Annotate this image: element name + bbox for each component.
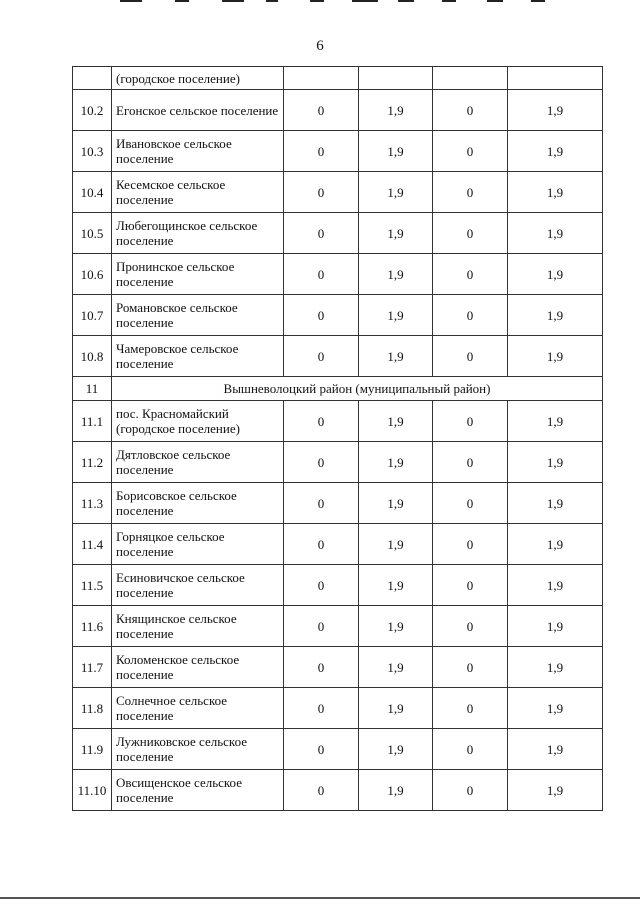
value-col-1: 0 [284,401,359,442]
value-col-1: 0 [284,254,359,295]
value-col-3: 0 [433,524,508,565]
value-col-2: 1,9 [359,336,433,377]
value-col-2: 1,9 [359,770,433,811]
value-col-2: 1,9 [359,606,433,647]
table-row [73,213,603,254]
value-col-4: 1,9 [508,131,603,172]
value-col-3: 0 [433,295,508,336]
settlement-name: Солнечное сельское поселение [112,688,284,729]
value-col-4: 1,9 [508,770,603,811]
table-row [73,524,603,565]
settlement-name: Пронинское сельское поселение [112,254,284,295]
table-row [73,254,603,295]
row-number: 10.3 [73,131,112,172]
row-number: 11.4 [73,524,112,565]
settlement-name: Горняцкое сельское поселение [112,524,284,565]
settlement-name: Романовское сельское поселение [112,295,284,336]
value-col-1: 0 [284,172,359,213]
row-number: 11.1 [73,401,112,442]
value-col-2: 1,9 [359,295,433,336]
row-number: 10.2 [73,90,112,131]
scan-bottom-edge [0,897,640,899]
value-col-4: 1,9 [508,295,603,336]
row-number: 11.8 [73,688,112,729]
value-col-3: 0 [433,565,508,606]
settlement-name: Коломенское сельское поселение [112,647,284,688]
row-number: 10.5 [73,213,112,254]
table-row [73,647,603,688]
value-col-4: 1,9 [508,565,603,606]
value-col-2: 1,9 [359,688,433,729]
settlement-name: (городское поселение) [112,67,284,90]
settlement-name: Есиновичское сельское поселение [112,565,284,606]
table-row [73,336,603,377]
settlements-table [72,66,603,811]
table-row [73,401,603,442]
value-col-2: 1,9 [359,254,433,295]
value-col-4: 1,9 [508,442,603,483]
table-row [73,483,603,524]
row-number: 11.7 [73,647,112,688]
value-col-3: 0 [433,729,508,770]
value-col-1: 0 [284,442,359,483]
table-row [73,295,603,336]
value-col-3: 0 [433,172,508,213]
value-col-1: 0 [284,770,359,811]
table-row [73,442,603,483]
value-col-4: 1,9 [508,524,603,565]
value-col-3: 0 [433,483,508,524]
value-col-3: 0 [433,647,508,688]
scan-top-marks [0,0,640,4]
row-number: 11.3 [73,483,112,524]
value-col-2: 1,9 [359,401,433,442]
value-col-4: 1,9 [508,647,603,688]
table-row [73,606,603,647]
value-col-3: 0 [433,131,508,172]
value-col-1: 0 [284,688,359,729]
value-col-4: 1,9 [508,606,603,647]
value-col-2: 1,9 [359,565,433,606]
value-col-1: 0 [284,336,359,377]
section-title: Вышневолоцкий район (муниципальный район) [112,377,603,401]
settlement-name: Ивановское сельское поселение [112,131,284,172]
value-col-1: 0 [284,606,359,647]
settlement-name: Лужниковское сельское поселение [112,729,284,770]
row-number [73,67,112,90]
table-row [73,131,603,172]
value-col-1: 0 [284,131,359,172]
settlement-name: Дятловское сельское поселение [112,442,284,483]
section-row-district [73,377,603,401]
table-row-continuation [73,67,603,90]
value-col-3: 0 [433,213,508,254]
value-col-4: 1,9 [508,172,603,213]
value-col-3: 0 [433,401,508,442]
value-col-2: 1,9 [359,729,433,770]
table-row [73,770,603,811]
row-number: 11.5 [73,565,112,606]
settlement-name: Егонское сельское поселение [112,90,284,131]
row-number: 11.9 [73,729,112,770]
value-col-1: 0 [284,647,359,688]
row-number: 10.7 [73,295,112,336]
value-col-2: 1,9 [359,442,433,483]
row-number: 10.8 [73,336,112,377]
value-col-1: 0 [284,483,359,524]
table-row [73,172,603,213]
section-number: 11 [73,377,112,401]
value-col-2: 1,9 [359,524,433,565]
page-number: 6 [316,38,324,54]
value-col-3: 0 [433,606,508,647]
value-col-1: 0 [284,90,359,131]
table-row [73,565,603,606]
value-col-1: 0 [284,524,359,565]
value-col-2: 1,9 [359,90,433,131]
settlement-name: Чамеровское сельское поселение [112,336,284,377]
value-col-2: 1,9 [359,172,433,213]
settlement-name: Любегощинское сельское поселение [112,213,284,254]
table-row [73,90,603,131]
row-number: 10.6 [73,254,112,295]
value-col-4: 1,9 [508,483,603,524]
value-col-4: 1,9 [508,729,603,770]
settlement-name: пос. Красномайский (городское поселение) [112,401,284,442]
settlement-name: Кесемское сельское поселение [112,172,284,213]
row-number: 11.2 [73,442,112,483]
value-col-3: 0 [433,770,508,811]
value-col-3: 0 [433,442,508,483]
value-col-4: 1,9 [508,688,603,729]
settlement-name: Княщинское сельское поселение [112,606,284,647]
table-row [73,688,603,729]
value-col-3: 0 [433,336,508,377]
value-col-3: 0 [433,688,508,729]
table-row [73,729,603,770]
settlement-name: Овсищенское сельское поселение [112,770,284,811]
value-col-2: 1,9 [359,483,433,524]
row-number: 11.10 [73,770,112,811]
value-col-3: 0 [433,254,508,295]
value-col-4: 1,9 [508,254,603,295]
value-col-3: 0 [433,90,508,131]
value-col-4: 1,9 [508,336,603,377]
value-col-2: 1,9 [359,213,433,254]
value-col-2: 1,9 [359,131,433,172]
value-col-4: 1,9 [508,401,603,442]
row-number: 11.6 [73,606,112,647]
row-number: 10.4 [73,172,112,213]
value-col-1: 0 [284,213,359,254]
value-col-1: 0 [284,565,359,606]
settlement-name: Борисовское сельское поселение [112,483,284,524]
value-col-4: 1,9 [508,90,603,131]
value-col-4: 1,9 [508,213,603,254]
value-col-2: 1,9 [359,647,433,688]
value-col-1: 0 [284,729,359,770]
value-col-1: 0 [284,295,359,336]
